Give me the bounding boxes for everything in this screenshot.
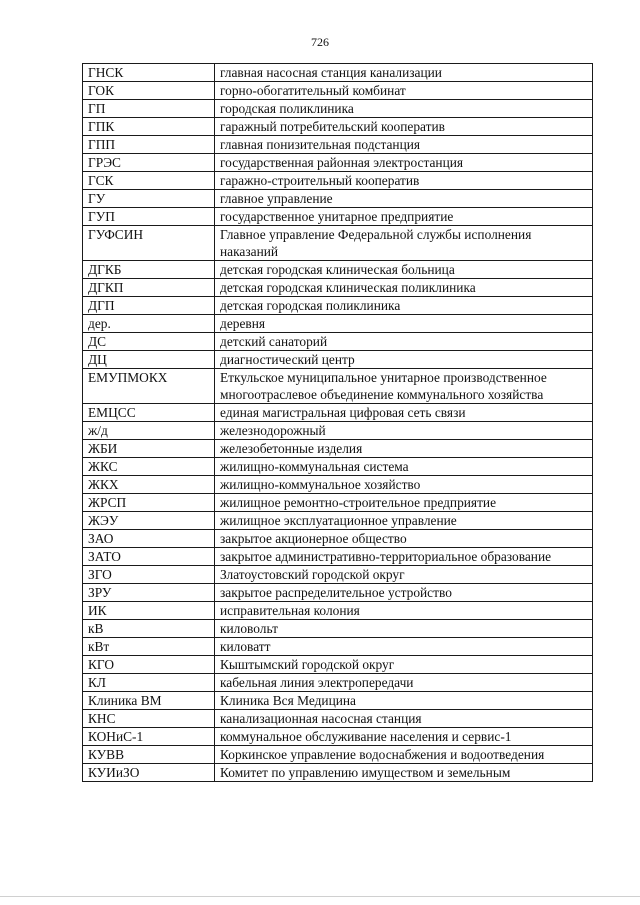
table-row (83, 620, 593, 638)
abbreviation-cell: ж/д (83, 422, 215, 440)
abbreviations-table-body (83, 64, 593, 782)
abbreviation-cell: Клиника ВМ (83, 692, 215, 710)
abbreviation-cell: ГНСК (83, 64, 215, 82)
abbreviation-cell: КЛ (83, 674, 215, 692)
meaning-cell: деревня (215, 315, 593, 333)
abbreviation-cell: ЖЭУ (83, 512, 215, 530)
abbreviation-cell: ДГКБ (83, 261, 215, 279)
table-row (83, 315, 593, 333)
meaning-cell: гаражный потребительский кооператив (215, 118, 593, 136)
meaning-cell: жилищно-коммунальное хозяйство (215, 476, 593, 494)
abbreviation-cell: ЗРУ (83, 584, 215, 602)
table-row (83, 548, 593, 566)
table-row (83, 279, 593, 297)
table-row (83, 584, 593, 602)
abbreviation-cell: ДС (83, 333, 215, 351)
table-row (83, 261, 593, 279)
meaning-cell: железнодорожный (215, 422, 593, 440)
table-row (83, 351, 593, 369)
table-row (83, 512, 593, 530)
table-row (83, 297, 593, 315)
abbreviation-cell: КУВВ (83, 746, 215, 764)
meaning-cell: детская городская клиническая больница (215, 261, 593, 279)
abbreviation-cell: ГПК (83, 118, 215, 136)
abbreviation-cell: ЗАО (83, 530, 215, 548)
meaning-cell: гаражно-строительный кооператив (215, 172, 593, 190)
abbreviation-cell: ЗГО (83, 566, 215, 584)
abbreviation-cell: КНС (83, 710, 215, 728)
meaning-cell: главное управление (215, 190, 593, 208)
meaning-cell: главная насосная станция канализации (215, 64, 593, 82)
meaning-cell: киловатт (215, 638, 593, 656)
abbreviation-cell: ГСК (83, 172, 215, 190)
abbreviation-cell: ГУ (83, 190, 215, 208)
abbreviation-cell: КГО (83, 656, 215, 674)
meaning-cell: горно-обогатительный комбинат (215, 82, 593, 100)
abbreviation-cell: кВ (83, 620, 215, 638)
meaning-cell: киловольт (215, 620, 593, 638)
meaning-cell: главная понизительная подстанция (215, 136, 593, 154)
meaning-cell: диагностический центр (215, 351, 593, 369)
meaning-cell: детская городская клиническая поликлиника (215, 279, 593, 297)
meaning-cell: Кыштымский городской округ (215, 656, 593, 674)
meaning-cell: коммунальное обслуживание населения и сервис-1 (215, 728, 593, 746)
abbreviation-cell: ЗАТО (83, 548, 215, 566)
abbreviation-cell: ГУФСИН (83, 226, 215, 261)
table-row (83, 710, 593, 728)
table-row (83, 369, 593, 404)
table-row (83, 154, 593, 172)
abbreviation-cell: кВт (83, 638, 215, 656)
abbreviation-cell: дер. (83, 315, 215, 333)
table-row (83, 190, 593, 208)
abbreviation-cell: ЖБИ (83, 440, 215, 458)
table-row (83, 136, 593, 154)
table-row (83, 746, 593, 764)
abbreviation-cell: ЖРСП (83, 494, 215, 512)
abbreviation-cell: КОНиС-1 (83, 728, 215, 746)
abbreviation-cell: ИК (83, 602, 215, 620)
meaning-cell: закрытое акционерное общество (215, 530, 593, 548)
abbreviation-cell: ДЦ (83, 351, 215, 369)
table-row (83, 82, 593, 100)
meaning-cell: детский санаторий (215, 333, 593, 351)
abbreviation-cell: ГРЭС (83, 154, 215, 172)
meaning-cell: Комитет по управлению имуществом и земельным (215, 764, 593, 782)
table-row (83, 118, 593, 136)
abbreviation-cell: ГП (83, 100, 215, 118)
table-row (83, 172, 593, 190)
abbreviation-cell: ГПП (83, 136, 215, 154)
table-row (83, 440, 593, 458)
page-number: 726 (311, 35, 329, 49)
table-row (83, 226, 593, 261)
table-row (83, 530, 593, 548)
table-row (83, 728, 593, 746)
abbreviations-table (82, 63, 593, 782)
abbreviation-cell: ЖКС (83, 458, 215, 476)
abbreviation-cell: ДГП (83, 297, 215, 315)
abbreviation-cell: ЕМЦСС (83, 404, 215, 422)
meaning-cell: детская городская поликлиника (215, 297, 593, 315)
table-row (83, 64, 593, 82)
table-row (83, 494, 593, 512)
table-row (83, 638, 593, 656)
meaning-cell: Коркинское управление водоснабжения и водоотведения (215, 746, 593, 764)
page-bottom-line (0, 896, 640, 897)
table-row (83, 422, 593, 440)
meaning-cell: кабельная линия электропередачи (215, 674, 593, 692)
abbreviation-cell: ДГКП (83, 279, 215, 297)
table-row (83, 476, 593, 494)
meaning-cell: единая магистральная цифровая сеть связи (215, 404, 593, 422)
table-row (83, 674, 593, 692)
table-row (83, 764, 593, 782)
abbreviation-cell: ЕМУПМОКХ (83, 369, 215, 404)
table-row (83, 692, 593, 710)
meaning-cell: Главное управление Федеральной службы исполнения наказаний (215, 226, 593, 261)
meaning-cell: закрытое административно-территориальное образование (215, 548, 593, 566)
meaning-cell: канализационная насосная станция (215, 710, 593, 728)
meaning-cell: Клиника Вся Медицина (215, 692, 593, 710)
abbreviation-cell: ГОК (83, 82, 215, 100)
abbreviation-cell: ГУП (83, 208, 215, 226)
table-row (83, 458, 593, 476)
meaning-cell: Златоустовский городской округ (215, 566, 593, 584)
table-row (83, 208, 593, 226)
table-row (83, 333, 593, 351)
table-row (83, 566, 593, 584)
table-row (83, 656, 593, 674)
meaning-cell: жилищное эксплуатационное управление (215, 512, 593, 530)
meaning-cell: государственная районная электростанция (215, 154, 593, 172)
abbreviation-cell: ЖКХ (83, 476, 215, 494)
table-row (83, 100, 593, 118)
table-row (83, 602, 593, 620)
abbreviation-cell: КУИиЗО (83, 764, 215, 782)
meaning-cell: жилищное ремонтно-строительное предприятие (215, 494, 593, 512)
meaning-cell: исправительная колония (215, 602, 593, 620)
meaning-cell: Еткульское муниципальное унитарное производственное многоотраслевое объединение коммунального хозяйства (215, 369, 593, 404)
meaning-cell: жилищно-коммунальная система (215, 458, 593, 476)
meaning-cell: государственное унитарное предприятие (215, 208, 593, 226)
table-row (83, 404, 593, 422)
meaning-cell: закрытое распределительное устройство (215, 584, 593, 602)
meaning-cell: железобетонные изделия (215, 440, 593, 458)
meaning-cell: городская поликлиника (215, 100, 593, 118)
